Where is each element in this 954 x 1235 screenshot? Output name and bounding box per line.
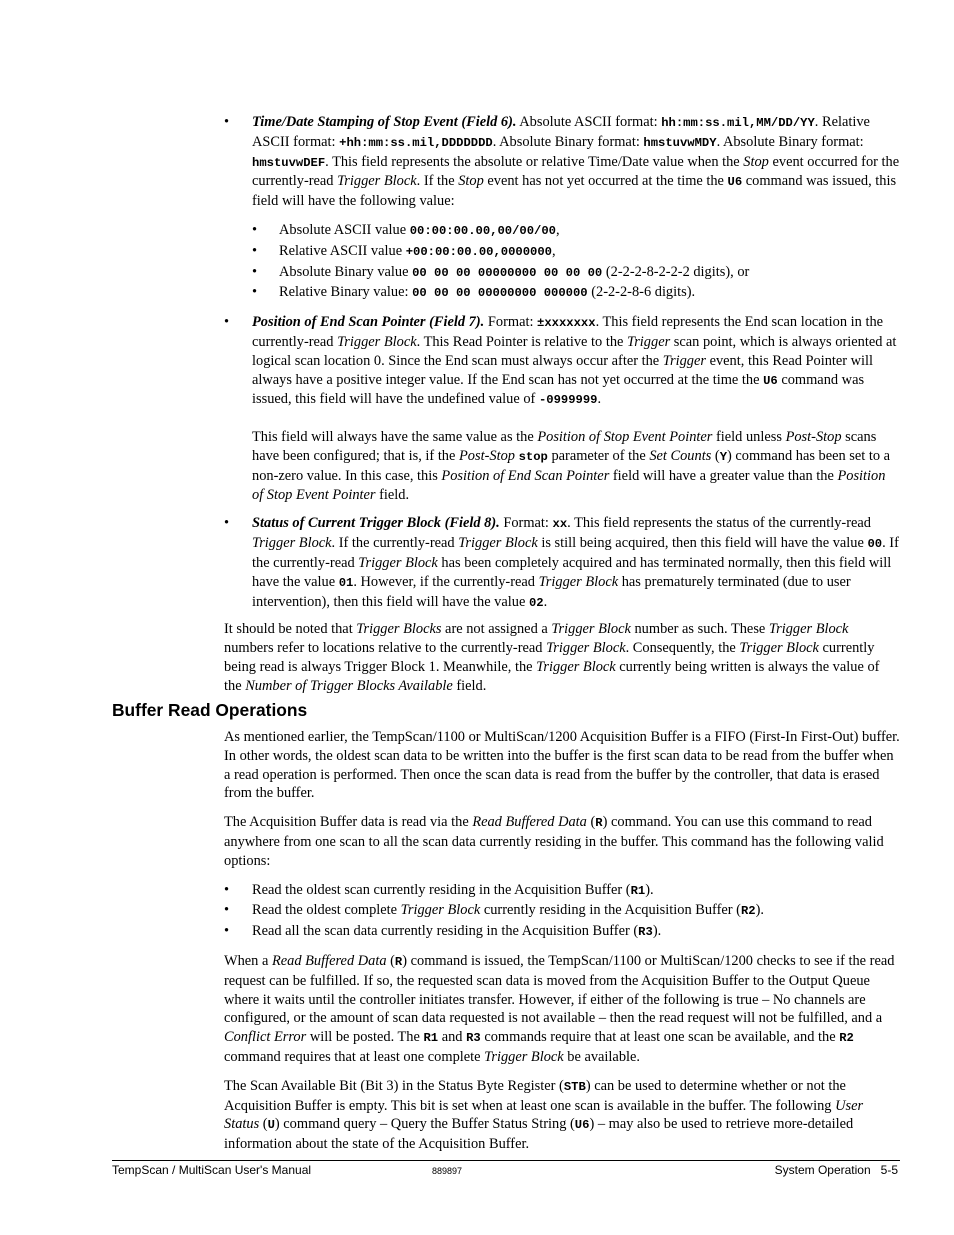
field-descriptions — [224, 113, 900, 696]
footer-page-number: System Operation 5-5 — [774, 1163, 898, 1177]
text: The Scan Available Bit (Bit 3) in the Status Byte Register ( — [224, 1077, 564, 1094]
text: , — [551, 242, 556, 259]
text: . Absolute Binary format: — [492, 133, 644, 150]
italic-term: Position of Stop Event Pointer — [537, 429, 713, 446]
code: stop — [518, 449, 548, 464]
italic-term: Read Buffered Data — [271, 952, 387, 969]
text: . — [543, 593, 548, 610]
text: ) can be used to determine whether or not the Acquisition Buffer is empty. This bit is set when at least one scan is available in the buffer. The following — [224, 1077, 846, 1114]
text: . Relative ASCII format: — [252, 114, 870, 150]
field6-title: Time/Date Stamping of Stop Event (Field 6). — [252, 114, 517, 130]
value-item — [224, 242, 900, 262]
text: . However, if the currently-read — [353, 573, 539, 590]
code: xx — [552, 517, 568, 532]
italic-term: Trigger Block — [337, 173, 417, 190]
code: +00:00:00.00,0000000 — [405, 244, 552, 259]
bullet: • — [252, 284, 258, 301]
text: ) command. You can use this command to read anywhere from one scan to all the scan data currently residing in the buffer. This command has the following valid options: — [224, 814, 884, 869]
code: R1 — [423, 1031, 439, 1046]
text: has been completely acquired and has terminated normally, then this field will have the value — [252, 554, 892, 590]
text: numbers refer to locations relative to the currently-read — [224, 640, 547, 657]
text: scan point, which is always oriented at logical scan location 0. Since the End scan must always occur after the — [252, 333, 897, 369]
text: Relative ASCII value — [279, 242, 406, 259]
text: Absolute ASCII format: — [516, 114, 662, 130]
text: . Absolute Binary format: — [716, 133, 864, 150]
code: 02 — [528, 595, 544, 610]
text: The Acquisition Buffer data is read via the — [224, 814, 473, 831]
text: ( — [259, 1116, 268, 1133]
code: +hh:mm:ss.mil,DDDDDDD — [339, 135, 493, 150]
field8-title: Status of Current Trigger Block (Field 8). — [252, 515, 500, 532]
paragraph: As mentioned earlier, the TempScan/1100 or MultiScan/1200 Acquisition Buffer is a FIFO (First-In First-Out) buffer. In other words, the oldest scan data to be written into the buffer is the first scan data to be read from the buffer when a read operation is performed. Then once the scan data is read from the buffer by the controller, that data is erased from the buffer. — [224, 729, 900, 802]
text: be available. — [563, 1048, 640, 1065]
option-item — [224, 901, 900, 921]
text: It should be noted that — [224, 621, 357, 638]
italic-term: Conflict Error — [224, 1029, 307, 1046]
code: -0999999 — [538, 393, 598, 408]
italic-term: Stop — [458, 173, 484, 190]
text: When a — [224, 952, 272, 969]
italic-term: Trigger Block — [536, 658, 616, 675]
option-item — [224, 881, 900, 901]
italic-term: Trigger Block — [484, 1048, 564, 1065]
trigger-block-note — [224, 620, 900, 695]
text: ). — [645, 881, 654, 898]
text: currently being written is always the value of the — [224, 658, 880, 694]
bullet: • — [224, 114, 230, 130]
text: . This field represents the status of the currently-read — [567, 515, 871, 532]
text: parameter of the — [547, 447, 650, 464]
text: field will have a greater value than the — [609, 467, 838, 484]
text: is still being acquired, then this field will have the value — [537, 535, 868, 552]
footer-manual-title: TempScan / MultiScan User's Manual — [112, 1163, 312, 1177]
text: ) command has been set to a non-zero value. In this case, this — [252, 447, 891, 484]
text: event occurred for the currently-read — [252, 153, 900, 190]
text: command was issued, this field will have the following value: — [252, 173, 897, 210]
text: Read the oldest complete — [252, 902, 401, 919]
code: R — [394, 954, 403, 969]
bullet: • — [224, 515, 230, 532]
footer-rule — [112, 1160, 900, 1161]
code: R2 — [839, 1031, 854, 1046]
text: field. — [375, 486, 410, 503]
italic-term: Trigger Block — [458, 535, 538, 552]
value-item — [224, 263, 900, 283]
text: . If the — [416, 173, 459, 190]
italic-term: Trigger Block — [538, 573, 619, 590]
code: R3 — [638, 925, 653, 940]
italic-term: Position of Stop Event Pointer — [252, 467, 886, 503]
field7-paragraph — [224, 428, 900, 504]
italic-term: Trigger Blocks — [356, 621, 442, 638]
text: Absolute ASCII value — [279, 221, 410, 238]
text: command requires that at least one complete — [224, 1048, 485, 1065]
italic-term: Read Buffered Data — [472, 814, 587, 831]
buffer-read-section — [224, 728, 900, 1154]
text: and — [438, 1029, 467, 1046]
text: Absolute Binary value — [279, 263, 413, 280]
italic-term: Trigger Block — [551, 621, 631, 638]
italic-term: Post-Stop — [785, 429, 842, 446]
code: R — [595, 816, 603, 831]
text: Read the oldest scan currently residing in the Acquisition Buffer ( — [252, 881, 631, 898]
italic-term: Post-Stop — [459, 447, 515, 464]
code: R1 — [630, 883, 646, 898]
text: . This field represents the End scan location in the currently-read — [252, 314, 884, 350]
text: Read all the scan data currently residing in the Acquisition Buffer ( — [252, 923, 639, 940]
text: field. — [452, 677, 487, 694]
italic-term: Trigger Block — [337, 333, 417, 350]
paragraph — [224, 1077, 900, 1154]
bullet: • — [224, 923, 230, 940]
italic-term: Trigger Block — [400, 902, 481, 919]
code: 00 00 00 00000000 000000 — [412, 286, 588, 301]
text: . — [597, 391, 602, 408]
code: ±xxxxxxx — [537, 316, 596, 331]
italic-term: Position of End Scan Pointer — [441, 467, 610, 484]
paragraph — [224, 952, 900, 1067]
value-item — [224, 283, 900, 303]
text: , — [555, 221, 560, 238]
bullet: • — [252, 242, 258, 259]
text: . If the currently-read — [252, 535, 899, 571]
text: has prematurely terminated (due to user intervention), then this field will have the value — [252, 573, 851, 610]
italic-term: Trigger Block — [546, 640, 626, 657]
bullet: • — [224, 902, 230, 919]
text: number as such. These — [630, 621, 769, 638]
text: event has not yet occurred at the time the — [483, 173, 728, 190]
text: ). — [755, 902, 764, 919]
text: field unless — [712, 429, 786, 446]
text: ( — [386, 952, 395, 969]
text: ( — [711, 447, 720, 464]
text: ) command is issued, the TempScan/1100 or MultiScan/1200 checks to see if the read request can be fulfilled. If so, the requested scan data is moved from the Acquisition Buffer to the Output Queue where it waits until the controller initiates transfer. However, if either of the following is true – No channels are configured, or the amount of scan data requested is not available – then the read request will not be fulfilled, and a — [224, 952, 895, 1027]
code: R2 — [740, 904, 756, 919]
text: (2-2-2-8-6 digits). — [587, 284, 696, 301]
text: ) command query – Query the Buffer Status String ( — [274, 1116, 575, 1133]
field7-title: Position of End Scan Pointer (Field 7). — [252, 314, 485, 331]
text: scans have been configured; that is, if the — [252, 429, 877, 464]
field7-item — [224, 313, 900, 410]
code: 00:00:00.00,00/00/00 — [409, 223, 556, 238]
italic-term: Trigger Block — [739, 640, 819, 657]
text: commands require that at least one scan be available, and the — [480, 1029, 840, 1046]
code: 00 — [867, 537, 883, 552]
text: will be posted. The — [306, 1029, 424, 1046]
text: . If the currently-read — [331, 535, 459, 552]
italic-term: Set Counts — [649, 447, 712, 464]
bullet: • — [224, 314, 230, 331]
text: ) – may also be used to retrieve more-detailed information about the state of the Acquisition Buffer. — [224, 1116, 854, 1153]
italic-term: Trigger Block — [358, 554, 438, 571]
text: (2-2-2-8-2-2-2 digits), or — [602, 263, 750, 280]
code: hmstuvwMDY — [643, 135, 717, 150]
code: U6 — [727, 175, 743, 190]
text: Format: — [484, 314, 538, 331]
italic-term: Trigger — [627, 333, 671, 350]
text: . This Read Pointer is relative to the — [416, 333, 627, 350]
text: This field will always have the same value as the — [252, 429, 538, 446]
italic-term: Trigger Block — [768, 621, 849, 638]
code: 00 00 00 00000000 00 00 00 — [412, 265, 603, 280]
paragraph — [224, 813, 900, 870]
field6-item — [224, 113, 900, 211]
code: Y — [719, 449, 728, 464]
text: Relative Binary value: — [279, 284, 413, 301]
code: R3 — [466, 1031, 481, 1046]
italic-term: Stop — [743, 153, 769, 170]
bullet: • — [252, 221, 258, 238]
value-item — [224, 221, 900, 241]
option-item — [224, 922, 900, 942]
text: currently being read is always Trigger Block 1. Meanwhile, the — [224, 640, 875, 675]
code: hmstuvwDEF — [252, 155, 326, 170]
text: command was issued, this field will have the undefined value of — [252, 371, 865, 408]
bullet: • — [252, 263, 258, 280]
italic-term: Trigger Block — [252, 535, 332, 552]
italic-term: Number of Trigger Blocks Available — [245, 677, 453, 694]
text: event, this Read Pointer will always have a positive integer value. If the End scan has not yet occurred at the time the — [252, 352, 874, 388]
text: Format: — [499, 515, 553, 532]
field8-item — [224, 514, 900, 612]
code: hh:mm:ss.mil,MM/DD/YY — [661, 116, 815, 130]
footer-doc-number: 889897 — [432, 1166, 463, 1176]
code: 01 — [338, 575, 354, 590]
code: U6 — [763, 373, 778, 388]
code: U — [267, 1118, 275, 1133]
italic-term: Trigger — [662, 352, 706, 369]
text: currently residing in the Acquisition Buffer ( — [480, 902, 741, 919]
code: STB — [563, 1079, 586, 1094]
text: . Consequently, the — [625, 640, 740, 657]
text: are not assigned a — [441, 621, 552, 638]
section-heading: Buffer Read Operations — [112, 700, 308, 720]
text: . This field represents the absolute or relative Time/Date value when the — [325, 153, 744, 170]
code: U6 — [574, 1118, 590, 1133]
text: ). — [652, 923, 662, 940]
bullet: • — [224, 881, 230, 898]
italic-term: User Status — [224, 1097, 864, 1133]
text: ( — [586, 814, 596, 831]
